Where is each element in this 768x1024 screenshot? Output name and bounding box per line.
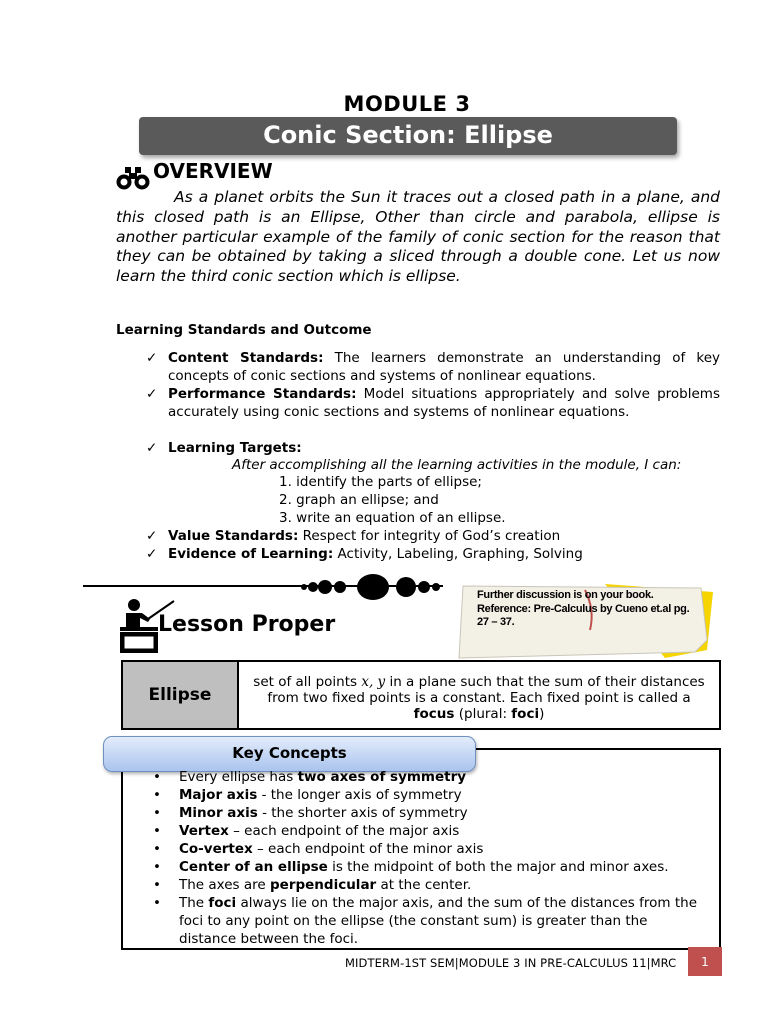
key-concepts-heading: Key Concepts [103, 736, 476, 772]
definition-keyword: foci [511, 706, 540, 722]
title-banner [139, 117, 677, 155]
concept-keyword: Major axis [179, 787, 258, 803]
check-icon: ✓ [146, 546, 158, 562]
bullet-icon: • [153, 805, 161, 821]
standard-label: Evidence of Learning: [168, 546, 334, 562]
definition-text [239, 662, 719, 728]
list-item [153, 876, 701, 894]
standard-item [146, 349, 720, 385]
definition-part: (plural: [454, 706, 512, 722]
definition-keyword: focus [413, 706, 455, 722]
list-item [153, 894, 701, 948]
concept-text: The axes are [179, 877, 270, 893]
definition-part: ) [539, 706, 545, 722]
list-item [153, 804, 701, 822]
standard-item [146, 385, 720, 421]
list-item [153, 840, 701, 858]
concept-text: - the shorter axis of symmetry [257, 805, 468, 821]
page-title: Conic Section: Ellipse [263, 121, 553, 149]
target-item: 2. graph an ellipse; and [279, 492, 439, 508]
page-footer: MIDTERM-1ST SEM|MODULE 3 IN PRE-CALCULUS 11|MRC [345, 956, 677, 970]
bullet-icon: • [153, 841, 161, 857]
standard-text: Activity, Labeling, Graphing, Solving [333, 546, 583, 562]
standard-item [146, 545, 720, 563]
bullet-icon: • [153, 877, 161, 893]
standard-label: Performance Standards: [168, 386, 357, 402]
bullet-icon: • [153, 769, 161, 785]
bullet-icon: • [153, 859, 161, 875]
concept-text: – each endpoint of the minor axis [252, 841, 484, 857]
concept-keyword: Co-vertex [179, 841, 253, 857]
list-item [153, 768, 701, 786]
concept-keyword: foci [208, 895, 237, 911]
standard-label: Content Standards: [168, 350, 324, 366]
concept-text: always lie on the major axis, and the sum of the distances from the foci to any point on the ellipse (the constant sum) is greater than the distance between the foci. [179, 895, 697, 947]
standard-label: Learning Targets: [168, 440, 302, 456]
list-item [153, 822, 701, 840]
concept-text: Every ellipse has [179, 769, 298, 785]
concept-text: is the midpoint of both the major and minor axes. [327, 859, 669, 875]
module-title: MODULE 3 [343, 92, 471, 116]
check-icon: ✓ [146, 350, 158, 366]
lesson-heading: Lesson Proper [158, 612, 336, 637]
concept-text: – each endpoint of the major axis [228, 823, 460, 839]
check-icon: ✓ [146, 440, 158, 456]
learning-standards-heading: Learning Standards and Outcome [116, 322, 372, 338]
reference-note: Further discussion is on your book. Reference: Pre-Calculus by Cueno et.al pg. 27 – 37. [477, 589, 690, 628]
concept-text: - the longer axis of symmetry [257, 787, 462, 803]
check-icon: ✓ [146, 386, 158, 402]
definition-box [121, 660, 721, 730]
math-expression: x, y [361, 674, 386, 690]
concept-text: The [179, 895, 209, 911]
target-item: 3. write an equation of an ellipse. [279, 510, 506, 526]
concept-keyword: two axes of symmetry [297, 769, 467, 785]
definition-part: in a plane such that the sum of their distances from two fixed points is a constant. Each fixed point is called a [267, 674, 705, 706]
overview-text: As a planet orbits the Sun it traces out a closed path in a plane, and this closed path is an Ellipse, Other than circle and parabola, ellipse is another particular example of the family of conic section for the reason that they can be obtained by taking a sliced through a double cone. Let us now learn the third conic section which is ellipse. [116, 188, 720, 286]
list-item [153, 786, 701, 804]
standard-item [146, 527, 720, 545]
definition-term: Ellipse [123, 662, 239, 728]
definition-part: set of all points [253, 674, 362, 690]
check-icon: ✓ [146, 528, 158, 544]
bullet-icon: • [153, 823, 161, 839]
overview-paragraph [116, 188, 720, 287]
standard-text: Respect for integrity of God’s creation [298, 528, 561, 544]
list-item [153, 858, 701, 876]
concept-keyword: Minor axis [179, 805, 258, 821]
standard-item [146, 439, 720, 457]
targets-intro: After accomplishing all the learning activities in the module, I can: [232, 457, 682, 473]
page-number: 1 [688, 947, 722, 976]
divider-ornament [298, 572, 448, 602]
standard-text: The learners demonstrate an understanding of key concepts of conic sections and systems of nonlinear equations. [168, 350, 721, 384]
concept-keyword: Center of an ellipse [179, 859, 328, 875]
concept-keyword: perpendicular [270, 877, 377, 893]
standard-text: Model situations appropriately and solve problems accurately using conic sections and systems of nonlinear equations. [168, 386, 720, 420]
bullet-icon: • [153, 787, 161, 803]
standard-label: Value Standards: [168, 528, 299, 544]
concept-text: at the center. [376, 877, 472, 893]
overview-heading: OVERVIEW [153, 159, 273, 183]
bullet-icon: • [153, 895, 161, 911]
concept-keyword: Vertex [179, 823, 229, 839]
target-item: 1. identify the parts of ellipse; [279, 474, 482, 490]
